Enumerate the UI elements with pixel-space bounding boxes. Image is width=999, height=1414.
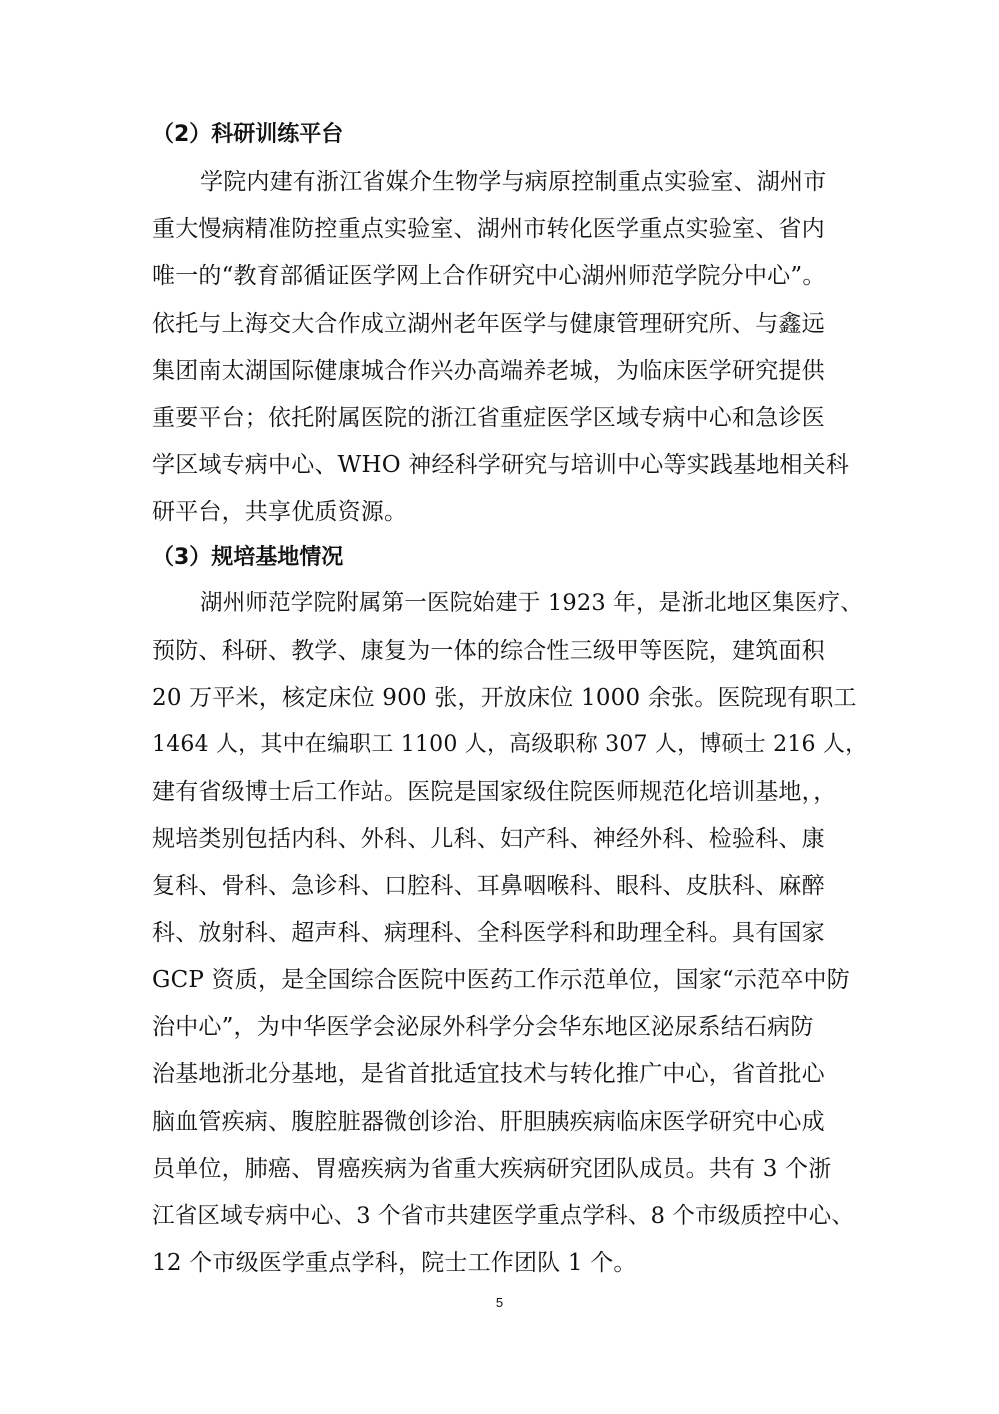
paragraph-line: 唯一的“教育部循证医学网上合作研究中心湖州师范学院分中心”。 (152, 263, 826, 289)
section-heading-research-platform: （2）科研训练平台 (152, 122, 344, 147)
paragraph-line: 12 个市级医学重点学科，院士工作团队 1 个。 (152, 1250, 637, 1276)
paragraph-line: 科、放射科、超声科、病理科、全科医学科和助理全科。具有国家 (152, 920, 825, 946)
paragraph-line: 重要平台；依托附属医院的浙江省重症医学区域专病中心和急诊医 (152, 405, 825, 431)
paragraph-line: 脑血管疾病、腹腔脏器微创诊治、肝胆胰疾病临床医学研究中心成 (152, 1109, 825, 1135)
paragraph-line: 重大慢病精准防控重点实验室、湖州市转化医学重点实验室、省内 (152, 216, 825, 242)
paragraph-line: 治基地浙北分基地，是省首批适宜技术与转化推广中心，省首批心 (152, 1061, 825, 1087)
paragraph-line: 学院内建有浙江省媒介生物学与病原控制重点实验室、湖州市 (200, 169, 827, 195)
paragraph-line: 20 万平米，核定床位 900 张，开放床位 1000 余张。医院现有职工 (152, 685, 857, 711)
paragraph-line: 1464 人，其中在编职工 1100 人，高级职称 307 人，博硕士 216 人， (152, 732, 868, 757)
page-number: 5 (495, 1295, 504, 1310)
paragraph-line: 员单位，肺癌、胃癌疾病为省重大疾病研究团队成员。共有 3 个浙 (152, 1156, 832, 1182)
paragraph-line: 规培类别包括内科、外科、儿科、妇产科、神经外科、检验科、康 (152, 826, 825, 852)
section-heading-training-base: （3）规培基地情况 (152, 545, 344, 570)
paragraph-line: GCP 资质，是全国综合医院中医药工作示范单位，国家“示范卒中防 (152, 967, 850, 993)
paragraph-line: 依托与上海交大合作成立湖州老年医学与健康管理研究所、与鑫远 (152, 311, 825, 337)
paragraph-line: 预防、科研、教学、康复为一体的综合性三级甲等医院，建筑面积 (152, 638, 825, 664)
paragraph-line: 复科、骨科、急诊科、口腔科、耳鼻咽喉科、眼科、皮肤科、麻醉 (152, 873, 825, 899)
paragraph-line: 湖州师范学院附属第一医院始建于 1923 年，是浙北地区集医疗、 (200, 590, 863, 616)
paragraph-line: 研平台，共享优质资源。 (152, 499, 408, 525)
paragraph-line: 集团南太湖国际健康城合作兴办高端养老城，为临床医学研究提供 (152, 358, 825, 384)
paragraph-line: 建有省级博士后工作站。医院是国家级住院医师规范化培训基地，， (152, 779, 837, 805)
paragraph-line: 学区域专病中心、WHO 神经科学研究与培训中心等实践基地相关科 (152, 452, 850, 478)
paragraph-line: 江省区域专病中心、3 个省市共建医学重点学科、8 个市级质控中心、 (152, 1203, 855, 1229)
paragraph-line: 治中心”，为中华医学会泌尿外科学分会华东地区泌尿系结石病防 (152, 1014, 814, 1040)
